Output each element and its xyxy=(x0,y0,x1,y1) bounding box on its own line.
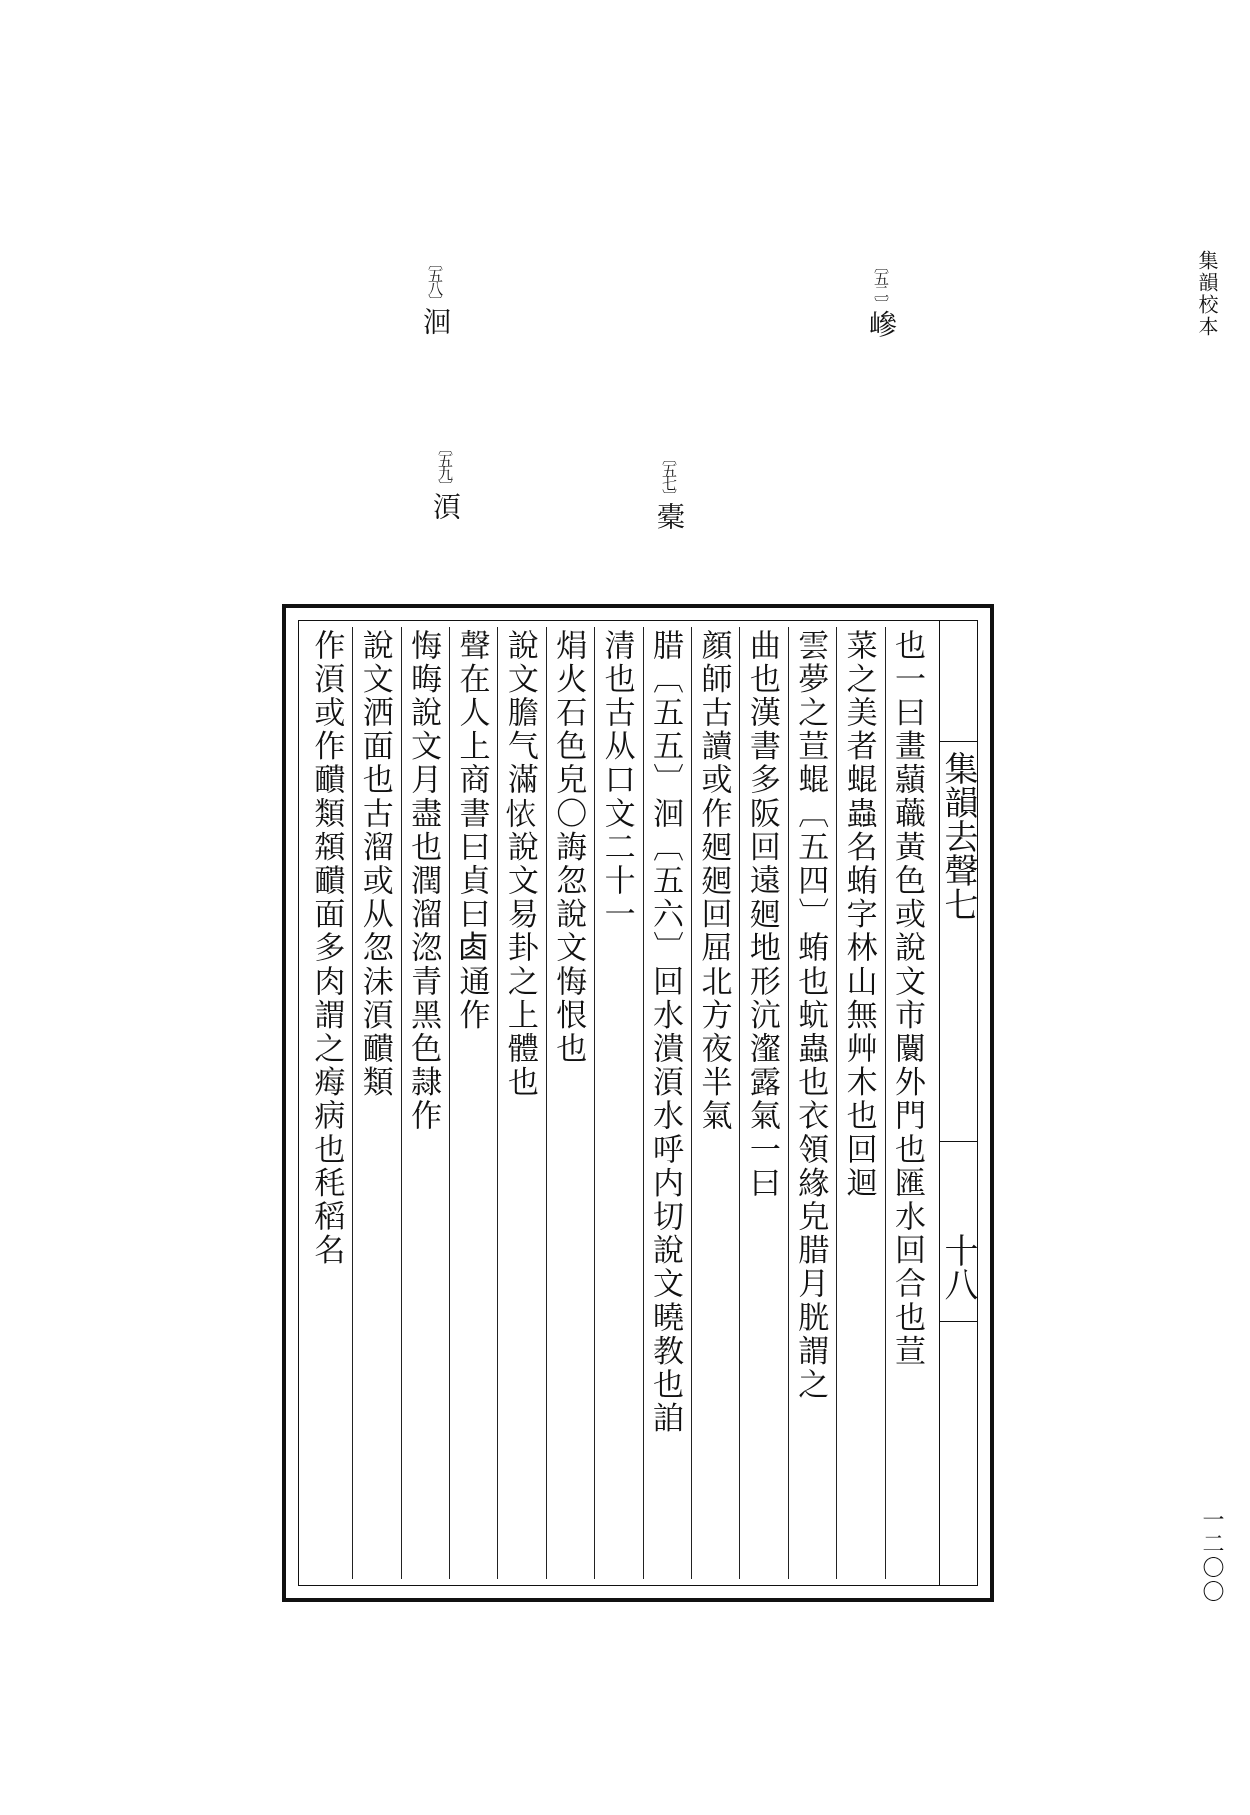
text-column-lower: 呼内切說文曉教也詯 xyxy=(647,1133,684,1436)
rhyme-divider xyxy=(939,1141,977,1142)
rhyme-divider xyxy=(939,1321,977,1322)
text-column-upper: 作湏或作靧類 xyxy=(308,629,345,831)
collation-note-57 xyxy=(654,450,684,530)
text-column-upper: 也一曰畫蘏蘵黃色或 xyxy=(889,629,925,932)
text-column-upper: 清也 xyxy=(598,629,635,697)
collation-note-58 xyxy=(420,255,450,335)
text-column-upper: 焆火石色皃〇誨忽 xyxy=(550,629,587,898)
text-column xyxy=(305,627,352,1579)
text-column-lower: 盡也潤溜淴青黑色隷作 xyxy=(405,797,442,1133)
text-column-upper: 曲也漢書多阪回遠𢌞地形 xyxy=(743,629,780,999)
note-ref: 〔五七〕 xyxy=(660,450,678,502)
text-block xyxy=(298,620,978,1586)
text-column-lower: 說文悔恨也 xyxy=(550,897,587,1066)
text-column-lower: 商書曰貞曰𠧪通作 xyxy=(453,763,490,1033)
text-column-lower: 溜或从忽沬湏靧類 xyxy=(356,830,393,1100)
note-ref: 〔五二〕 xyxy=(872,258,890,310)
rhyme-group-label: 集韻去聲七 xyxy=(938,751,978,921)
text-column xyxy=(449,627,497,1579)
text-column-upper: 菜之美者蜫蟲名蛕字林 xyxy=(840,629,877,965)
note-char: 洄 xyxy=(419,307,452,335)
text-column xyxy=(497,627,545,1579)
rhyme-number-label: 十八 xyxy=(938,1233,978,1301)
text-column xyxy=(594,627,642,1579)
text-column-lower: 北方夜半氣 xyxy=(695,965,732,1133)
text-column-lower: 說文市闤外門也匯水回合也荁 xyxy=(889,931,925,1369)
rhyme-divider xyxy=(939,741,977,742)
text-column-upper: 雲夢之荁蜫〔五四〕蛕也蚢蟲也 xyxy=(792,629,829,1100)
text-column xyxy=(352,627,400,1579)
text-column-upper: 顔師古讀或作𢌞𢌞回屈 xyxy=(695,629,732,965)
text-column-lower: 沆瀣露氣一曰 xyxy=(743,998,780,1201)
text-column-lower: 說文易卦之上體也 xyxy=(501,830,538,1100)
text-columns xyxy=(305,627,933,1579)
text-column-upper: 說文洒面也古 xyxy=(356,629,393,831)
text-column xyxy=(788,627,836,1579)
text-column xyxy=(691,627,739,1579)
text-column xyxy=(643,627,691,1579)
text-column-upper: 腊〔五五〕洄〔五六〕回水潰湏水 xyxy=(647,629,684,1133)
note-char: 湏 xyxy=(429,492,462,520)
note-ref: 〔五八〕 xyxy=(426,255,444,307)
text-column xyxy=(546,627,594,1579)
note-char: 㠁 xyxy=(865,310,898,338)
text-column xyxy=(739,627,787,1579)
text-column-lower: 山無艸木也回迴 xyxy=(840,965,877,1201)
collation-note-59 xyxy=(430,440,460,520)
page-number: 一二〇〇 xyxy=(1199,1508,1224,1604)
woodblock-page-frame xyxy=(282,604,994,1602)
text-column xyxy=(885,627,933,1579)
text-column-upper: 說文膽气滿𢙇 xyxy=(501,629,538,831)
text-column xyxy=(401,627,449,1579)
text-column-lower: 衣領緣皃腊月胱謂之 xyxy=(792,1099,829,1402)
text-column xyxy=(836,627,884,1579)
rhyme-heading-column xyxy=(939,621,977,1585)
note-ref: 〔五九〕 xyxy=(436,440,454,492)
note-char: 橐 xyxy=(653,502,686,530)
page-header-title: 集韻校本 xyxy=(1195,250,1219,338)
text-column-lower: 古从口文二十一 xyxy=(598,696,635,932)
text-column-lower: 頮靧面多肉謂之痗病也秏稻名 xyxy=(308,830,345,1268)
collation-note-52 xyxy=(866,258,896,338)
text-column-upper: 悔晦說文月 xyxy=(405,629,442,797)
text-column-upper: 聲在人上 xyxy=(453,629,490,764)
